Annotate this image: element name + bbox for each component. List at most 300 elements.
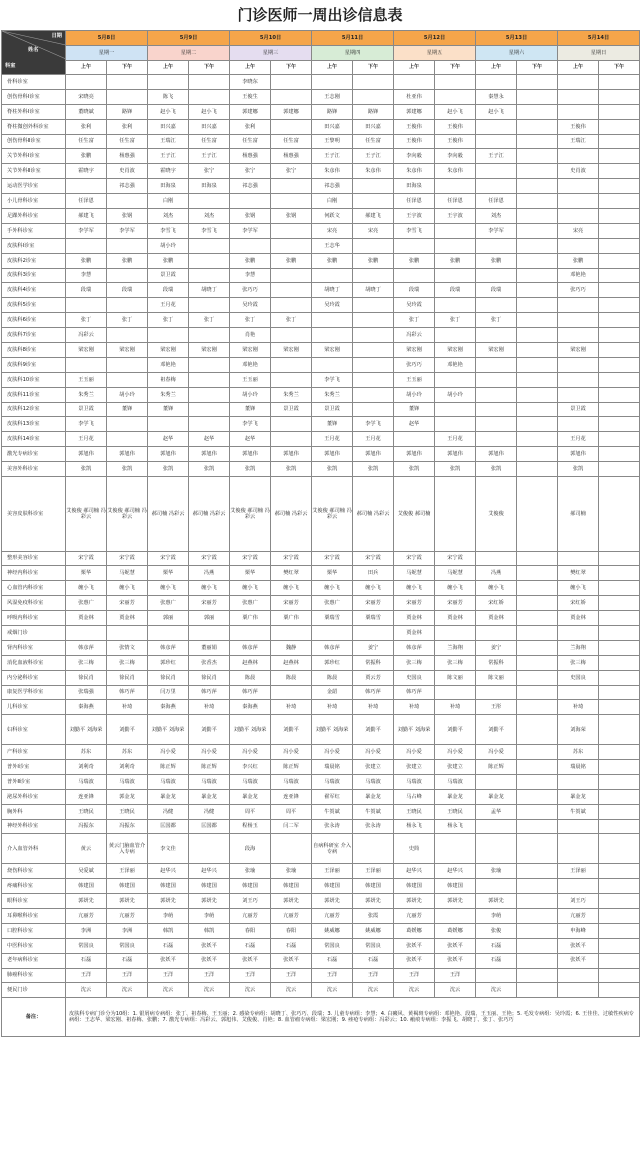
page-title: 门诊医师一周出诊信息表: [237, 6, 403, 24]
doctor-cell: [271, 432, 312, 447]
doctor-cell: 李学飞: [230, 417, 271, 432]
doctor-cell: [599, 700, 640, 715]
doctor-cell: [599, 894, 640, 909]
schedule-row: [2, 670, 640, 685]
department-name: 皮肤科2诊室: [2, 253, 66, 268]
doctor-cell: 吴玲霞: [394, 298, 435, 313]
doctor-cell: 韩彦萍: [394, 640, 435, 655]
doctor-cell: 田兵: [353, 566, 394, 581]
schedule-row: [2, 640, 640, 655]
schedule-row: [2, 194, 640, 209]
date-header: 5月8日: [66, 31, 148, 46]
doctor-cell: [599, 715, 640, 745]
doctor-cell: 暴金龙: [558, 789, 599, 804]
doctor-cell: 王晓民: [66, 804, 107, 819]
doctor-cell: 刘勤平 刘海荣: [394, 715, 435, 745]
doctor-cell: [476, 75, 517, 90]
doctor-cell: 张妖平: [189, 953, 230, 968]
department-name: 骨科诊室: [2, 75, 66, 90]
doctor-cell: 赵华: [394, 417, 435, 432]
doctor-cell: 郭珍红: [312, 655, 353, 670]
doctor-cell: 梁宏刚: [558, 343, 599, 358]
doctor-cell: 冯小爱: [394, 745, 435, 760]
doctor-cell: 张巧巧: [230, 283, 271, 298]
department-name: 皮肤科11诊室: [2, 387, 66, 402]
doctor-cell: 张钢: [107, 209, 148, 224]
doctor-cell: 路锋: [353, 104, 394, 119]
department-name: 神经内科诊室: [2, 566, 66, 581]
doctor-cell: 李雪飞: [148, 223, 189, 238]
doctor-cell: [66, 238, 107, 253]
doctor-cell: [353, 834, 394, 864]
schedule-row: [2, 864, 640, 879]
doctor-cell: [517, 432, 558, 447]
doctor-cell: [599, 819, 640, 834]
doctor-cell: [435, 908, 476, 923]
schedule-row: [2, 685, 640, 700]
doctor-cell: 粟瑞雪: [353, 611, 394, 626]
doctor-cell: 张三梅: [435, 655, 476, 670]
schedule-row: [2, 879, 640, 894]
doctor-cell: 冯小爱: [435, 745, 476, 760]
department-name: 美容外科诊室: [2, 462, 66, 477]
doctor-cell: 常振科: [476, 655, 517, 670]
doctor-cell: [517, 357, 558, 372]
doctor-cell: 冯振东: [107, 819, 148, 834]
doctor-cell: [599, 477, 640, 552]
doctor-cell: 张惠广: [312, 596, 353, 611]
am-header: 上午: [312, 61, 353, 75]
doctor-cell: 连亚锋: [271, 789, 312, 804]
doctor-cell: 郝司楠 冯彩云: [353, 477, 394, 552]
department-name: 关节外科Ⅱ诊室: [2, 164, 66, 179]
doctor-cell: 李雪飞: [394, 223, 435, 238]
doctor-cell: 王瑞江: [148, 134, 189, 149]
doctor-cell: [435, 626, 476, 641]
schedule-row: [2, 774, 640, 789]
schedule-row: [2, 328, 640, 343]
doctor-cell: 郭妍先: [107, 894, 148, 909]
doctor-cell: 王月花: [66, 432, 107, 447]
doctor-cell: 补琦: [107, 700, 148, 715]
doctor-cell: 刘勤平: [189, 715, 230, 745]
doctor-cell: [517, 104, 558, 119]
doctor-cell: [599, 760, 640, 775]
doctor-cell: [435, 685, 476, 700]
date-header: 5月10日: [230, 31, 312, 46]
doctor-cell: 王洋: [66, 968, 107, 983]
doctor-cell: 宋宁霞: [230, 551, 271, 566]
doctor-cell: 沈云: [353, 983, 394, 998]
doctor-cell: [312, 313, 353, 328]
doctor-cell: 郭旭伟: [394, 447, 435, 462]
doctor-cell: [558, 968, 599, 983]
doctor-cell: 王瑞江: [558, 134, 599, 149]
doctor-cell: 董晓斌: [66, 104, 107, 119]
doctor-cell: 缠小飞: [189, 581, 230, 596]
doctor-cell: 王子江: [312, 149, 353, 164]
doctor-cell: 王泽丽: [312, 864, 353, 879]
doctor-cell: [599, 313, 640, 328]
doctor-cell: 邓艳艳: [435, 357, 476, 372]
doctor-cell: 补琦: [558, 700, 599, 715]
doctor-cell: 张三梅: [66, 655, 107, 670]
schedule-row: [2, 119, 640, 134]
doctor-cell: 董丽娟: [189, 640, 230, 655]
doctor-cell: [271, 372, 312, 387]
department-name: 皮肤科7诊室: [2, 328, 66, 343]
doctor-cell: 匡国都: [189, 819, 230, 834]
doctor-cell: 沈云: [394, 983, 435, 998]
doctor-cell: [312, 268, 353, 283]
doctor-cell: 韩建国: [394, 879, 435, 894]
doctor-cell: [189, 402, 230, 417]
doctor-cell: 冯小爱: [148, 745, 189, 760]
doctor-cell: [599, 164, 640, 179]
doctor-cell: 张利: [66, 119, 107, 134]
doctor-cell: 景卫霞: [271, 402, 312, 417]
note-text: 皮肤科专病门诊分为10组：1. 银屑病专病组：张丁、祖春梅、王玉丽；2. 感染专病组：胡晓丁、张巧巧、段瑞；3. 儿童专病组：李慧；4. 白癜风、黄褐斑专病组：邓艳艳、段瑞、王玉丽、王艳；5. 毛发专病组：吴玲霞；6. 王佳佳、过敏性疾病专病组：王志华、梁宏刚、祖春梅、张鹏；7. 激光专病组：冯彩云、郭旭伟、艾俊俊、肖艳；8. 血管瘤专病组：梁宏刚；9. 痤疮专病组：冯彩云；10. 瘢痕专病组：李振飞、胡晓丁、张丁、张巧巧: [66, 998, 640, 1037]
doctor-cell: 补琦: [312, 700, 353, 715]
doctor-cell: [271, 328, 312, 343]
doctor-cell: 刘利奇: [107, 760, 148, 775]
doctor-cell: [353, 626, 394, 641]
doctor-cell: 暴金龙: [476, 789, 517, 804]
doctor-cell: 徐民肖: [107, 670, 148, 685]
weekday-header-row: [2, 46, 640, 61]
doctor-cell: 祁志强: [230, 179, 271, 194]
doctor-cell: [476, 357, 517, 372]
doctor-cell: 韩彦萍: [66, 640, 107, 655]
doctor-cell: 刘杰: [476, 209, 517, 224]
doctor-cell: [353, 387, 394, 402]
doctor-cell: 董锋: [312, 417, 353, 432]
doctor-cell: 李学军: [107, 223, 148, 238]
doctor-cell: [517, 864, 558, 879]
doctor-cell: 石磊: [271, 938, 312, 953]
doctor-cell: 沈云: [148, 983, 189, 998]
doctor-cell: 田兴嘉: [189, 119, 230, 134]
department-name: 皮肤科12诊室: [2, 402, 66, 417]
schedule-row: [2, 804, 640, 819]
doctor-cell: 陈晨: [271, 670, 312, 685]
doctor-cell: 冯小爱: [271, 745, 312, 760]
doctor-cell: [189, 387, 230, 402]
doctor-cell: 郭妍先: [189, 894, 230, 909]
doctor-cell: [599, 923, 640, 938]
doctor-cell: 吴玲霞: [230, 298, 271, 313]
doctor-cell: 路锋: [107, 104, 148, 119]
doctor-cell: [517, 700, 558, 715]
doctor-cell: 郭丽: [189, 611, 230, 626]
doctor-cell: 宋宁霞: [353, 551, 394, 566]
doctor-cell: 李萌: [189, 908, 230, 923]
doctor-cell: [435, 402, 476, 417]
doctor-cell: 石磊: [148, 938, 189, 953]
schedule-row: [2, 402, 640, 417]
doctor-cell: [394, 432, 435, 447]
doctor-cell: 赵华: [189, 432, 230, 447]
doctor-cell: [599, 387, 640, 402]
doctor-cell: 王志刚: [312, 89, 353, 104]
doctor-cell: [517, 581, 558, 596]
doctor-cell: 任生富: [66, 134, 107, 149]
doctor-cell: 亢丽芳: [394, 908, 435, 923]
doctor-cell: 祖春梅: [148, 372, 189, 387]
doctor-cell: 亢丽芳: [107, 908, 148, 923]
doctor-cell: [517, 75, 558, 90]
doctor-cell: [558, 819, 599, 834]
doctor-cell: 韩彦萍: [312, 640, 353, 655]
doctor-cell: [599, 968, 640, 983]
doctor-cell: 郭建娜: [230, 104, 271, 119]
doctor-cell: 郝建飞: [66, 209, 107, 224]
doctor-cell: 张妖平: [394, 953, 435, 968]
doctor-cell: 任生富: [189, 134, 230, 149]
weekday-header: 星期日: [558, 46, 640, 61]
doctor-cell: [599, 745, 640, 760]
doctor-cell: [517, 387, 558, 402]
doctor-cell: 王洋: [189, 968, 230, 983]
doctor-cell: [599, 626, 640, 641]
doctor-cell: 艾俊俊 郝司楠 冯彩云: [107, 477, 148, 552]
doctor-cell: [517, 789, 558, 804]
doctor-cell: 石磊: [230, 938, 271, 953]
doctor-cell: 张丁: [271, 313, 312, 328]
doctor-cell: 暴金龙: [230, 789, 271, 804]
doctor-cell: 张妖平: [435, 953, 476, 968]
department-name: 心血管内科诊室: [2, 581, 66, 596]
doctor-cell: [312, 626, 353, 641]
doctor-cell: 张鹏: [107, 253, 148, 268]
doctor-cell: 杨惠强: [230, 149, 271, 164]
doctor-cell: 王洋: [312, 968, 353, 983]
doctor-cell: [558, 89, 599, 104]
doctor-cell: 张三梅: [558, 655, 599, 670]
schedule-row: [2, 789, 640, 804]
doctor-cell: 徐民肖: [148, 670, 189, 685]
doctor-cell: 任泽恩: [66, 194, 107, 209]
doctor-cell: 宋红娇: [558, 596, 599, 611]
weekday-header: 星期三: [230, 46, 312, 61]
department-name: 激光专病诊室: [2, 447, 66, 462]
doctor-cell: 马瑞波: [312, 774, 353, 789]
doctor-cell: 冯小爱: [189, 745, 230, 760]
department-name: 手外科诊室: [2, 223, 66, 238]
doctor-cell: 张凯: [148, 462, 189, 477]
doctor-cell: 路锋: [312, 104, 353, 119]
doctor-cell: 暴金龙: [148, 789, 189, 804]
department-name: 胸外科: [2, 804, 66, 819]
schedule-row: [2, 447, 640, 462]
doctor-cell: [517, 670, 558, 685]
doctor-cell: 冯小爱: [353, 745, 394, 760]
doctor-cell: 冯燕: [476, 566, 517, 581]
schedule-row: [2, 596, 640, 611]
doctor-cell: 王月花: [353, 432, 394, 447]
schedule-row: [2, 223, 640, 238]
doctor-cell: 张鹏: [66, 253, 107, 268]
schedule-row: [2, 462, 640, 477]
department-name: 足踝外科诊室: [2, 209, 66, 224]
doctor-cell: 马瑞波: [271, 774, 312, 789]
doctor-cell: 刘勤平: [107, 715, 148, 745]
department-name: 皮肤科10诊室: [2, 372, 66, 387]
doctor-cell: 郭旭伟: [189, 447, 230, 462]
doctor-cell: [517, 268, 558, 283]
doctor-cell: 李萌: [148, 908, 189, 923]
doctor-cell: 赵小飞: [189, 104, 230, 119]
doctor-cell: 景卫霞: [312, 402, 353, 417]
doctor-cell: 张鹏: [476, 253, 517, 268]
doctor-cell: [148, 75, 189, 90]
schedule-row: [2, 566, 640, 581]
schedule-row: [2, 760, 640, 775]
doctor-cell: [107, 372, 148, 387]
doctor-cell: 杨永飞: [394, 819, 435, 834]
doctor-cell: 王月花: [312, 432, 353, 447]
doctor-cell: [476, 551, 517, 566]
doctor-cell: 贾金林: [476, 611, 517, 626]
doctor-cell: 景卫霞: [558, 402, 599, 417]
doctor-cell: 常振科: [353, 655, 394, 670]
doctor-cell: 陈文丽: [476, 670, 517, 685]
doctor-cell: 王俊伟: [394, 119, 435, 134]
doctor-cell: [189, 357, 230, 372]
doctor-cell: [558, 551, 599, 566]
doctor-cell: [558, 983, 599, 998]
doctor-cell: 任生富: [271, 134, 312, 149]
doctor-cell: 祁志强: [312, 179, 353, 194]
doctor-cell: 张丁: [230, 313, 271, 328]
doctor-cell: 任生富: [230, 134, 271, 149]
doctor-cell: 艾俊俊 郝司楠: [394, 477, 435, 552]
doctor-cell: 张凯: [353, 462, 394, 477]
doctor-cell: 王玉丽: [230, 372, 271, 387]
doctor-cell: 沈云: [230, 983, 271, 998]
doctor-cell: 张丁: [107, 313, 148, 328]
doctor-cell: 秦海燕: [230, 700, 271, 715]
doctor-cell: 史国良: [558, 670, 599, 685]
doctor-cell: 王玉丽: [394, 372, 435, 387]
doctor-cell: 韩巧萍: [394, 685, 435, 700]
doctor-cell: [517, 894, 558, 909]
doctor-cell: 董锋: [230, 402, 271, 417]
schedule-row: [2, 164, 640, 179]
doctor-cell: [353, 357, 394, 372]
doctor-cell: 董锋: [107, 402, 148, 417]
doctor-cell: 张鹏: [558, 253, 599, 268]
doctor-cell: [599, 938, 640, 953]
doctor-cell: 段瑞: [394, 283, 435, 298]
doctor-cell: 沈云: [271, 983, 312, 998]
pm-header: 下午: [271, 61, 312, 75]
doctor-cell: 宋亮: [558, 223, 599, 238]
doctor-cell: [476, 119, 517, 134]
doctor-cell: [517, 551, 558, 566]
doctor-cell: [476, 387, 517, 402]
doctor-cell: [312, 357, 353, 372]
doctor-cell: [230, 238, 271, 253]
doctor-cell: 赵华兴: [189, 864, 230, 879]
doctor-cell: [353, 328, 394, 343]
doctor-cell: 王子江: [353, 149, 394, 164]
schedule-row: [2, 894, 640, 909]
schedule-row: [2, 104, 640, 119]
doctor-cell: [435, 223, 476, 238]
doctor-cell: 马瑞波: [230, 774, 271, 789]
doctor-cell: 刘勤平: [271, 715, 312, 745]
doctor-cell: 张妖平: [394, 938, 435, 953]
doctor-cell: 胡晓丁: [189, 283, 230, 298]
doctor-cell: 宋丽芳: [353, 596, 394, 611]
department-name: 呼吸内科诊室: [2, 611, 66, 626]
doctor-cell: 陈晨: [230, 670, 271, 685]
doctor-cell: 梁宏刚: [148, 343, 189, 358]
doctor-cell: 李学飞: [353, 417, 394, 432]
doctor-cell: 张凯: [558, 462, 599, 477]
doctor-cell: [148, 626, 189, 641]
department-name: 皮肤科3诊室: [2, 268, 66, 283]
doctor-cell: 张鹏: [271, 253, 312, 268]
doctor-cell: 张永涛: [353, 819, 394, 834]
doctor-cell: [558, 328, 599, 343]
doctor-cell: 李慧: [230, 268, 271, 283]
department-name: 烧伤科诊室: [2, 864, 66, 879]
schedule-row: [2, 834, 640, 864]
department-name: 皮肤科5诊室: [2, 298, 66, 313]
doctor-cell: 李学飞: [66, 417, 107, 432]
doctor-cell: 王志华: [312, 238, 353, 253]
doctor-cell: 张妖平: [435, 938, 476, 953]
doctor-cell: 王泽丽: [558, 864, 599, 879]
doctor-cell: [476, 834, 517, 864]
doctor-cell: 栗华: [66, 566, 107, 581]
doctor-cell: 秦海燕: [148, 700, 189, 715]
doctor-cell: [476, 685, 517, 700]
doctor-cell: 霍晓宇: [66, 164, 107, 179]
doctor-cell: [271, 834, 312, 864]
doctor-cell: 张巧巧: [558, 283, 599, 298]
doctor-cell: 姜宁: [476, 640, 517, 655]
doctor-cell: [558, 626, 599, 641]
doctor-cell: 梁宏刚: [476, 343, 517, 358]
doctor-cell: 艾俊俊 郝司楠 冯彩云: [312, 477, 353, 552]
doctor-cell: 梁宏刚: [312, 343, 353, 358]
am-header: 上午: [476, 61, 517, 75]
doctor-cell: 李晓东: [230, 75, 271, 90]
doctor-cell: 兰海翔: [558, 640, 599, 655]
doctor-cell: 朱秀兰: [312, 387, 353, 402]
schedule-row: [2, 268, 640, 283]
doctor-cell: [353, 402, 394, 417]
doctor-cell: 兰海翔: [435, 640, 476, 655]
doctor-cell: 韩巧萍: [189, 685, 230, 700]
doctor-cell: [599, 343, 640, 358]
doctor-cell: 田海泉: [148, 179, 189, 194]
doctor-cell: [189, 89, 230, 104]
doctor-cell: [517, 953, 558, 968]
doctor-cell: 郭旭伟: [107, 447, 148, 462]
doctor-cell: [107, 268, 148, 283]
doctor-cell: 朱秀兰: [66, 387, 107, 402]
doctor-cell: 宋宁霞: [435, 551, 476, 566]
doctor-cell: 赵华: [148, 432, 189, 447]
doctor-cell: [476, 879, 517, 894]
doctor-cell: 梁宏刚: [271, 343, 312, 358]
doctor-cell: 张丁: [435, 313, 476, 328]
doctor-cell: 李雪飞: [189, 223, 230, 238]
